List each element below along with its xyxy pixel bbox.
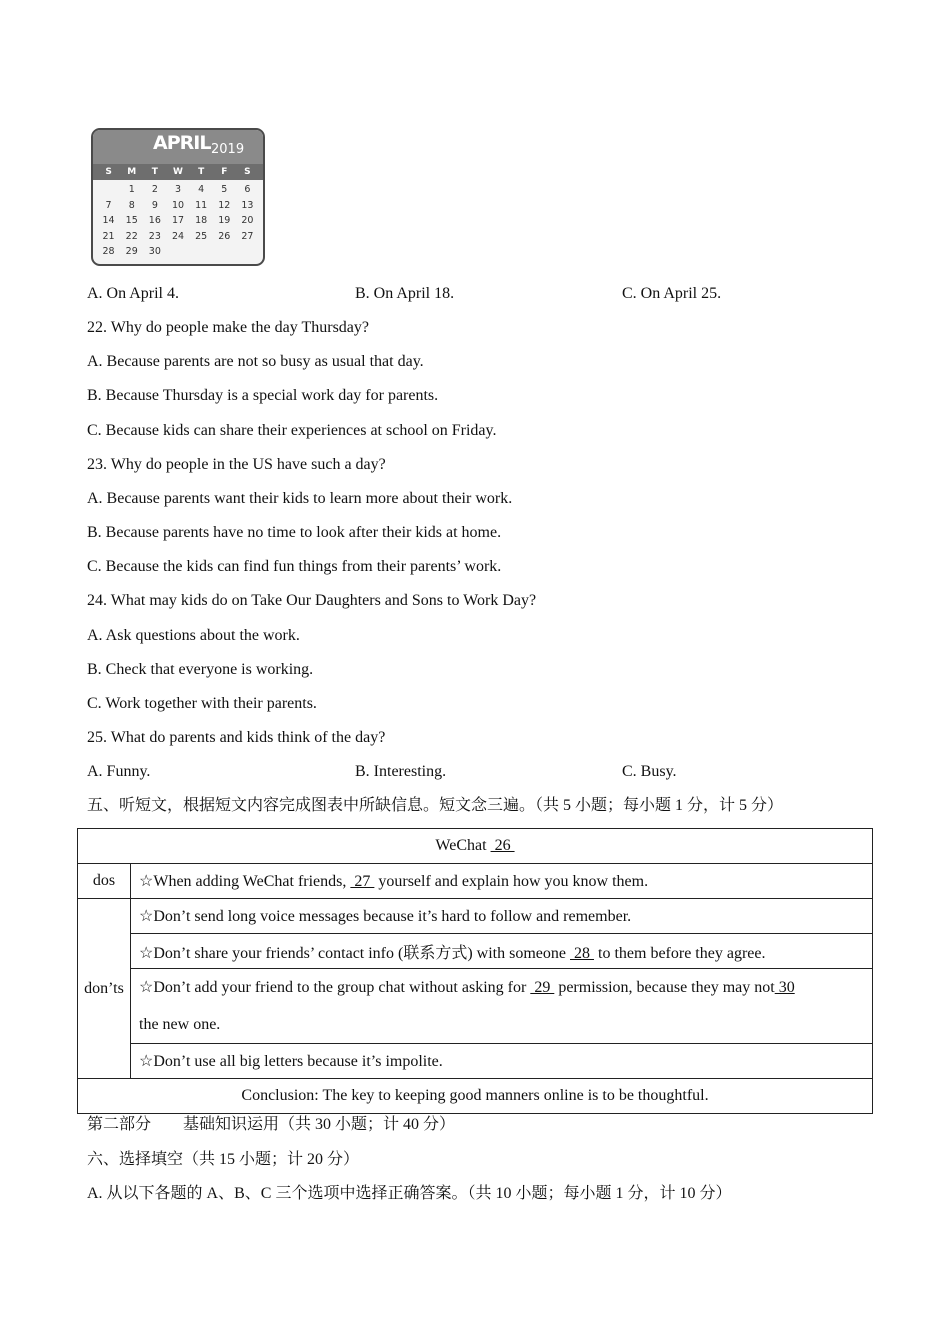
table-conclusion-row xyxy=(78,1079,873,1114)
calendar-day: 11 xyxy=(195,199,208,211)
q22-option-a: A. Because parents are not so busy as usual that day. xyxy=(87,353,424,370)
calendar-day-grid xyxy=(93,180,263,259)
conclusion-cell: Conclusion: The key to keeping good manners online is to be thoughtful. xyxy=(78,1079,873,1114)
q25-option-a: A. Funny. xyxy=(87,763,151,780)
calendar-day: 2 xyxy=(151,184,158,195)
calendar-day: 4 xyxy=(198,184,205,195)
calendar-day: 25 xyxy=(195,230,208,242)
calendar-day: 22 xyxy=(125,230,138,242)
table-title-row xyxy=(78,829,873,864)
calendar-weekday: S xyxy=(244,167,251,177)
calendar-day: 5 xyxy=(221,184,228,195)
calendar-day: 27 xyxy=(241,230,254,242)
calendar-weekday: F xyxy=(221,167,228,177)
q23-question: 23. Why do people in the US have such a day? xyxy=(87,456,386,473)
dont-2-text-pre: ☆Don’t share your friends’ contact info (联系方式) with someone xyxy=(139,944,570,962)
calendar-day: 9 xyxy=(151,199,158,211)
calendar-day: 24 xyxy=(171,230,185,242)
calendar-day: 30 xyxy=(148,246,161,257)
calendar-weekday: M xyxy=(127,167,137,177)
calendar-day: 14 xyxy=(102,215,115,226)
calendar-day xyxy=(97,183,120,197)
calendar-day: 16 xyxy=(148,215,161,226)
q22-question: 22. Why do people make the day Thursday? xyxy=(87,319,369,336)
q22-option-b: B. Because Thursday is a special work day for parents. xyxy=(87,387,439,404)
table-title-cell xyxy=(78,829,873,864)
calendar-day: 13 xyxy=(241,199,254,211)
section6-heading: 六、选择填空（共 15 小题；计 20 分） xyxy=(87,1151,360,1168)
calendar-header xyxy=(93,130,263,164)
calendar-image xyxy=(91,128,265,266)
table-row-dont-2 xyxy=(78,934,873,969)
calendar-day xyxy=(190,245,213,259)
q24-option-c: C. Work together with their parents. xyxy=(87,695,317,712)
dos-label: dos xyxy=(78,864,131,899)
q25-question: 25. What do parents and kids think of the day? xyxy=(87,729,386,746)
calendar-day xyxy=(166,245,189,259)
calendar-day xyxy=(213,245,236,259)
dont-2-text-post: to them before they agree. xyxy=(594,944,766,962)
calendar-day: 17 xyxy=(171,215,185,226)
calendar-day xyxy=(236,245,259,259)
section6a-heading: A. 从以下各题的 A、B、C 三个选项中选择正确答案。（共 10 小题；每小题 1 分，计 10 分） xyxy=(87,1185,732,1202)
calendar-day: 15 xyxy=(125,215,138,226)
calendar-day: 21 xyxy=(102,230,115,242)
dont-3-text-pre: ☆Don’t add your friend to the group chat without asking for xyxy=(139,979,531,996)
wechat-manners-table xyxy=(77,828,873,1114)
table-row-dont-1 xyxy=(78,899,873,934)
calendar-day: 8 xyxy=(128,199,135,211)
q25-option-c: C. Busy. xyxy=(622,763,677,780)
calendar-day: 20 xyxy=(241,215,254,226)
calendar-weekday: T xyxy=(151,167,158,177)
table-row-dont-3 xyxy=(78,969,873,1044)
calendar-weekday: W xyxy=(173,167,183,177)
table-row-dont-4 xyxy=(78,1044,873,1079)
q21-options xyxy=(87,284,887,304)
blank-28: 28 xyxy=(570,944,594,962)
blank-29: 29 xyxy=(530,979,555,996)
donts-label: don’ts xyxy=(78,899,131,1079)
blank-30: 30 xyxy=(774,979,795,996)
calendar-day: 18 xyxy=(195,215,208,226)
calendar-day: 10 xyxy=(171,199,185,211)
q23-option-a: A. Because parents want their kids to learn more about their work. xyxy=(87,490,513,507)
q24-option-b: B. Check that everyone is working. xyxy=(87,661,314,678)
dont-3-text-post: the new one. xyxy=(139,1016,221,1033)
q21-option-c: C. On April 25. xyxy=(622,285,722,302)
calendar-day: 6 xyxy=(244,184,251,195)
table-title-text: WeChat xyxy=(435,837,491,854)
table-row-dos xyxy=(78,864,873,899)
part2-heading: 第二部分 基础知识运用（共 30 小题；计 40 分） xyxy=(87,1116,456,1133)
blank-26: 26 xyxy=(490,837,515,854)
calendar-day: 7 xyxy=(105,199,112,211)
q25-option-b: B. Interesting. xyxy=(355,763,447,780)
calendar-day: 23 xyxy=(148,230,161,242)
q24-option-a: A. Ask questions about the work. xyxy=(87,627,300,644)
q21-option-a: A. On April 4. xyxy=(87,285,179,302)
q25-options xyxy=(87,762,887,782)
calendar-day: 26 xyxy=(218,230,231,242)
calendar-month: APRIL xyxy=(153,132,211,154)
q22-option-c: C. Because kids can share their experiences at school on Friday. xyxy=(87,422,497,439)
blank-27: 27 xyxy=(350,873,375,890)
dont-1-content: ☆Don’t send long voice messages because it’s hard to follow and remember. xyxy=(131,899,873,934)
dont-2-content xyxy=(131,934,873,969)
calendar-day: 3 xyxy=(174,184,182,195)
q23-option-b: B. Because parents have no time to look after their kids at home. xyxy=(87,524,502,541)
dont-3-text-mid: permission, because they may not xyxy=(554,979,775,996)
section5-heading: 五、听短文，根据短文内容完成图表中所缺信息。短文念三遍。（共 5 小题；每小题 1 分，计 5 分） xyxy=(87,797,784,814)
dont-4-content: ☆Don’t use all big letters because it’s impolite. xyxy=(131,1044,873,1079)
calendar-day: 19 xyxy=(218,215,231,226)
dos-text-pre: ☆When adding WeChat friends, xyxy=(139,873,351,890)
calendar-weekday: S xyxy=(105,167,112,177)
q24-question: 24. What may kids do on Take Our Daughters and Sons to Work Day? xyxy=(87,592,537,609)
q21-option-b: B. On April 18. xyxy=(355,285,455,302)
calendar-day: 29 xyxy=(125,246,138,257)
q23-option-c: C. Because the kids can find fun things from their parents’ work. xyxy=(87,558,502,575)
calendar-day: 28 xyxy=(102,246,115,257)
calendar-weekday-row xyxy=(93,164,263,180)
dos-content xyxy=(131,864,873,899)
calendar-year: 2019 xyxy=(211,142,245,157)
dos-text-post: yourself and explain how you know them. xyxy=(374,873,649,890)
calendar-day: 1 xyxy=(128,184,135,195)
dont-3-content xyxy=(131,969,873,1044)
calendar-weekday: T xyxy=(198,167,205,177)
calendar-day: 12 xyxy=(218,199,231,211)
